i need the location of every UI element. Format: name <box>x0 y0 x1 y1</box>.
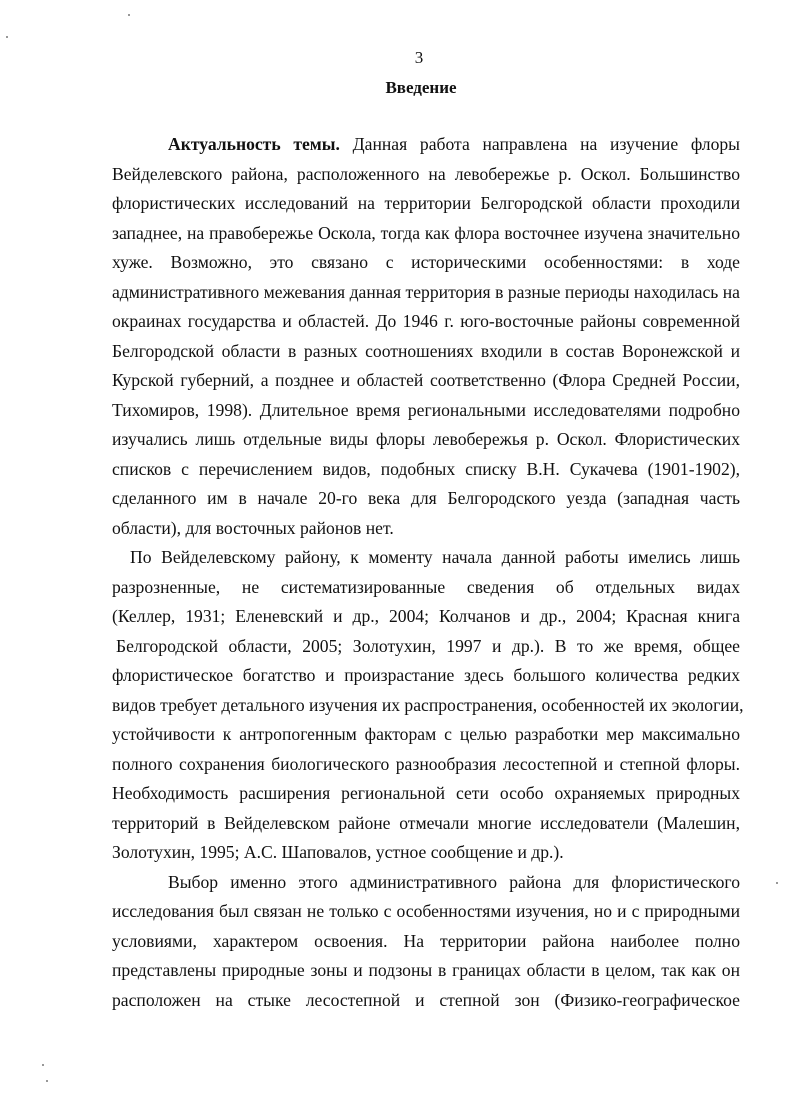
scan-speck <box>128 14 130 16</box>
paragraph-line: Золотухин, 1995; А.С. Шаповалов, устное сообщение и др.). <box>112 842 564 862</box>
paragraph-line: Курской губерний, а позднее и областей соответственно (Флора Средней России, <box>112 370 740 390</box>
paragraph-line: флористических исследований на территории Белгородской области проходили <box>112 193 740 213</box>
scan-speck <box>42 1064 44 1066</box>
scan-speck <box>46 1080 48 1082</box>
paragraph-line: западнее, на правобережье Оскола, тогда как флора восточнее изучена значительно <box>112 222 740 243</box>
paragraph-line: хуже. Возможно, это связано с историческими особенностями: в ходе <box>112 252 740 272</box>
paragraph-line: Необходимость расширения региональной сети особо охраняемых природных <box>112 783 740 803</box>
paragraph-line: Белгородской области, 2005; Золотухин, 1997 и др.). В то же время, общее <box>116 635 740 656</box>
paragraph-line: (Келлер, 1931; Еленевский и др., 2004; Колчанов и др., 2004; Красная книга <box>112 606 740 626</box>
paragraph-line: флористическое богатство и произрастание здесь большого количества редких <box>112 665 740 685</box>
run-in-heading: Актуальность темы. <box>168 134 340 154</box>
paragraph-line: окраинах государства и областей. До 1946 г. юго-восточные районы современной <box>112 311 740 331</box>
paragraph-line: изучались лишь отдельные виды флоры левобережья р. Оскол. Флористических <box>112 429 740 449</box>
paragraph-sources <box>112 543 744 868</box>
paragraph-line: По Вейделевскому району, к моменту начала данной работы имелись лишь <box>130 547 740 567</box>
paragraph-line: представлены природные зоны и подзоны в границах области в целом, так как он <box>112 960 740 980</box>
paragraph-line: полного сохранения биологического разнообразия лесостепной и степной флоры. <box>112 753 740 774</box>
paragraph-choice <box>112 868 740 1016</box>
scan-speck <box>6 36 8 38</box>
paragraph-line: территорий в Вейделевском районе отмечали многие исследователи (Малешин, <box>112 812 740 833</box>
paragraph-relevance <box>112 130 740 543</box>
body-text <box>112 130 744 1015</box>
paragraph-line: сделанного им в начале 20-го века для Белгородского уезда (западная часть <box>112 488 740 508</box>
paragraph-line: расположен на стыке лесостепной и степной зон (Физико-географическое <box>112 989 740 1010</box>
paragraph-line: условиями, характером освоения. На территории района наиболее полно <box>112 930 740 951</box>
paragraph-line: видов требует детального изучения их распространения, особенностей их экологии, <box>112 694 744 715</box>
paragraph-text: Данная работа направлена на изучение флоры <box>339 134 741 154</box>
page-title: Введение <box>385 78 457 97</box>
paragraph-line: исследования был связан не только с особенностями изучения, но и с природными <box>112 901 740 921</box>
paragraph-line: Тихомиров, 1998). Длительное время региональными исследователями подробно <box>112 399 740 420</box>
paragraph-line: списков с перечислением видов, подобных списку В.Н. Сукачева (1901-1902), <box>112 458 740 479</box>
paragraph-line: Белгородской области в разных соотношениях входили в состав Воронежской и <box>112 340 740 361</box>
page-number: 3 <box>414 48 424 67</box>
paragraph-line: Вейделевского района, расположенного на левобережье р. Оскол. Большинство <box>112 163 740 184</box>
paragraph-line: области), для восточных районов нет. <box>112 517 394 538</box>
paragraph-line: административного межевания данная территория в разные периоды находилась на <box>112 281 740 302</box>
scan-speck <box>776 882 778 884</box>
paragraph-line: Выбор именно этого административного района для флористического <box>168 871 740 892</box>
paragraph-line: устойчивости к антропогенным факторам с целью разработки мер максимально <box>112 724 740 744</box>
paragraph-line: разрозненные, не систематизированные сведения об отдельных видах <box>112 576 740 597</box>
paragraph-line <box>112 130 740 160</box>
